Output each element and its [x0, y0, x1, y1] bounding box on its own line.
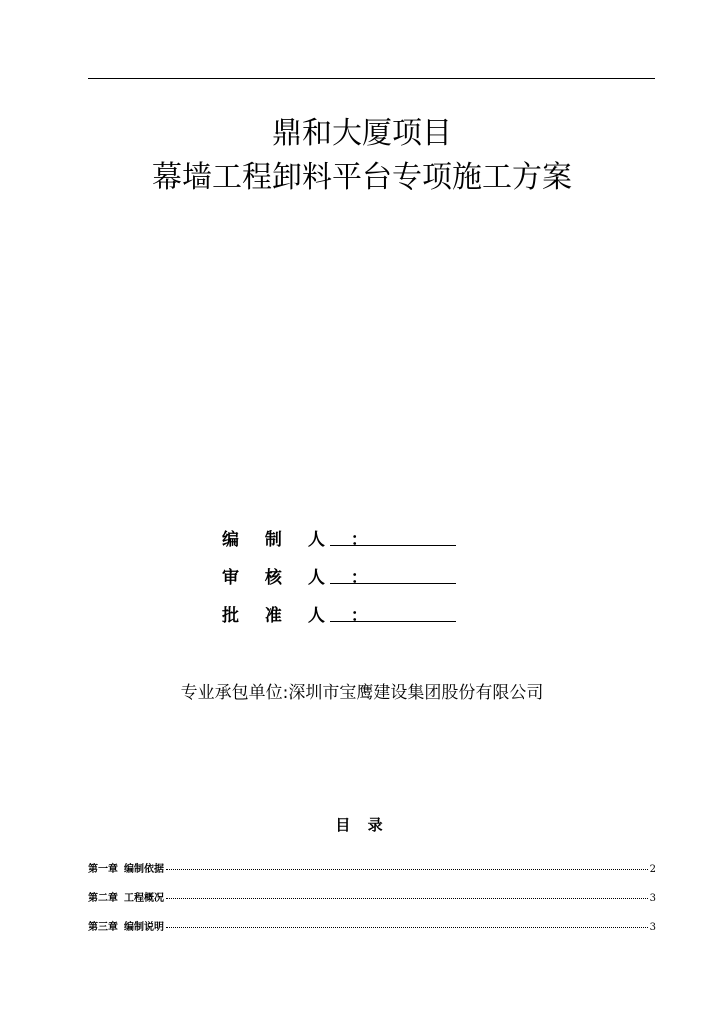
table-of-contents	[88, 860, 656, 947]
toc-leader-dots	[166, 898, 648, 899]
signature-row-approver	[222, 588, 456, 626]
header-rule	[88, 78, 655, 79]
signature-block	[222, 512, 456, 626]
signature-label: 审 核 人 ：	[222, 568, 378, 588]
toc-entry[interactable]	[88, 860, 656, 889]
signature-line	[330, 545, 456, 546]
toc-title: 目 录	[335, 816, 389, 834]
title-block	[0, 112, 724, 200]
signature-row-compiler	[222, 512, 456, 550]
contractor-unit: 专业承包单位:深圳市宝鹰建设集团股份有限公司	[180, 683, 544, 703]
document-title-line2: 幕墙工程卸料平台专项施工方案	[152, 160, 572, 195]
toc-entry-name: 编制说明	[124, 922, 164, 933]
document-title-line1: 鼎和大厦项目	[272, 116, 452, 151]
signature-row-reviewer	[222, 550, 456, 588]
toc-chapter: 第二章	[88, 893, 118, 904]
toc-leader-dots	[166, 927, 648, 928]
toc-entry[interactable]	[88, 918, 656, 947]
toc-entry-name: 编制依据	[124, 864, 164, 875]
signature-line	[330, 583, 456, 584]
toc-chapter: 第一章	[88, 864, 118, 875]
toc-entry[interactable]	[88, 889, 656, 918]
signature-label: 批 准 人 ：	[222, 606, 378, 626]
toc-leader-dots	[166, 869, 648, 870]
toc-page-number: 3	[649, 893, 656, 904]
toc-entry-name: 工程概况	[124, 893, 164, 904]
toc-page-number: 3	[649, 922, 656, 933]
toc-chapter: 第三章	[88, 922, 118, 933]
toc-page-number: 2	[649, 864, 656, 875]
signature-label: 编 制 人 ：	[222, 530, 378, 550]
signature-line	[330, 621, 456, 622]
